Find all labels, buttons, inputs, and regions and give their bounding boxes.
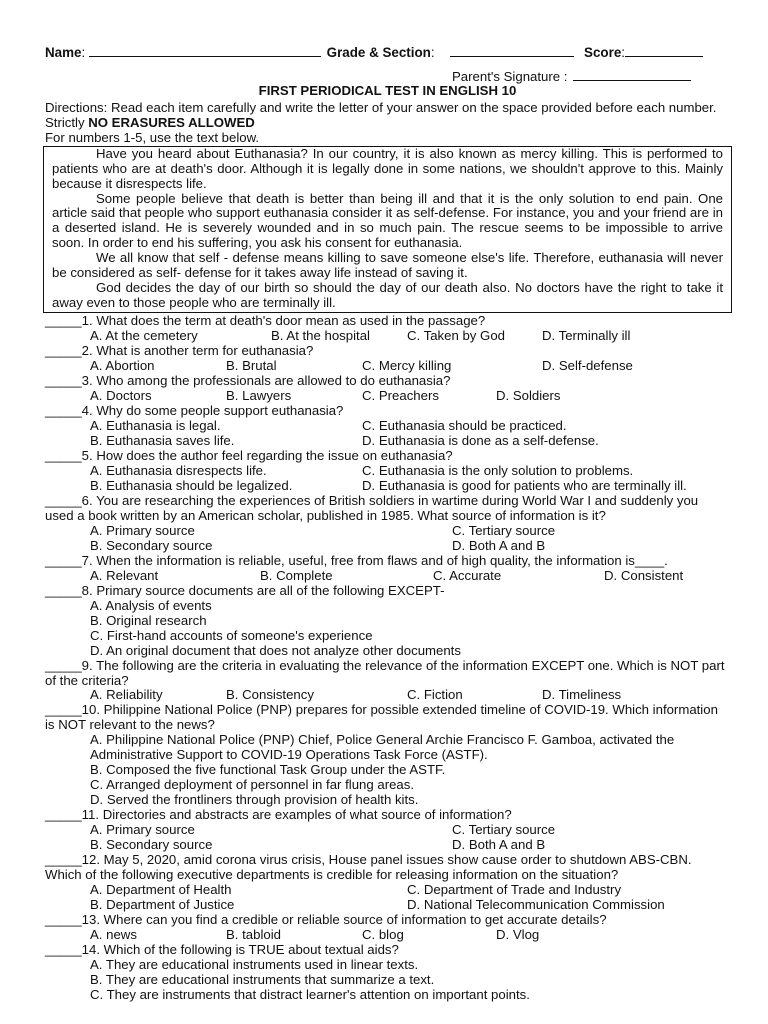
option: D. Euthanasia is done as a self-defense. xyxy=(362,432,599,448)
option: C. Accurate xyxy=(433,567,502,583)
option: B. Secondary source xyxy=(90,537,213,553)
passage-paragraph: We all know that self - defense means killing to save someone else's life. Therefore, euthanasia will never be considered as self- defense for it takes away life instead of saving it. xyxy=(52,250,723,281)
score-blank[interactable] xyxy=(625,44,703,57)
option: B. At the hospital xyxy=(271,327,370,343)
test-paper xyxy=(45,44,730,1003)
option: D. Both A and B xyxy=(452,537,546,553)
option: C. Tertiary source xyxy=(452,822,556,838)
score-label: Score xyxy=(584,45,622,60)
question-5-options xyxy=(45,464,730,479)
option: D. Timeliness xyxy=(542,687,622,703)
question-2: _____2. What is another term for euthanasia? xyxy=(45,342,314,358)
option: A. news xyxy=(90,926,137,942)
option: A. Reliability xyxy=(90,687,163,703)
reading-passage xyxy=(43,146,732,313)
question-11-options xyxy=(45,823,730,838)
option: B. Complete xyxy=(260,567,333,583)
option: D. Served the frontliners through provision of health kits. xyxy=(90,792,419,808)
passage-paragraph: Some people believe that death is better than being ill and that it is the only solution to end pain. One article said that people who support euthanasia consider it as self-defense. For instance, you and your friend are in a deserted island. He is severely wounded and in so much pain. The rescue seems to be impossible to arrive soon. In order to end his suffering, you ask his consent for euthanasia. xyxy=(52,190,723,251)
option: A. Philippine National Police (PNP) Chief, Police General Archie Francisco F. Gamboa, activated the Administrative Support to COVID-19 Operations Task Force (ASTF). xyxy=(90,732,675,763)
option: A. Department of Health xyxy=(90,881,232,897)
option: A. At the cemetery xyxy=(90,327,198,343)
option: A. Abortion xyxy=(90,357,155,373)
question-8: _____8. Primary source documents are all of the following EXCEPT- xyxy=(45,582,445,598)
passage-paragraph: God decides the day of our birth so should the day of our death also. No doctors have the right to take it away even to those people who are terminally ill. xyxy=(52,279,723,310)
question-10: _____10. Philippine National Police (PNP) prepares for possible extended timeline of COVID-19. Which information is NOT relevant to the news? xyxy=(45,702,718,733)
parent-signature-blank[interactable] xyxy=(573,68,691,81)
option: A. Doctors xyxy=(90,387,152,403)
option: C. Preachers xyxy=(362,387,439,403)
question-6-options xyxy=(45,524,730,539)
passage-paragraph: Have you heard about Euthanasia? In our country, it is also known as mercy killing. This is performed to patients who are at death's door. Although it is legally done in some nations, we shouldn't approve to this. Mainly because it disrespects life. xyxy=(52,145,723,191)
option: A. Euthanasia is legal. xyxy=(90,417,221,433)
option: D. Terminally ill xyxy=(542,327,631,343)
option: C. They are instruments that distract learner's attention on important points. xyxy=(90,986,530,1002)
question-13: _____13. Where can you find a credible or reliable source of information to get accurate details? xyxy=(45,911,607,927)
question-14: _____14. Which of the following is TRUE about textual aids? xyxy=(45,941,399,957)
option: B. Euthanasia should be legalized. xyxy=(90,477,293,493)
option: B. They are educational instruments that summarize a text. xyxy=(90,971,435,987)
question-9-options xyxy=(45,688,730,703)
question-3-options xyxy=(45,389,730,404)
parent-signature-row xyxy=(45,62,730,82)
question-5: _____5. How does the author feel regarding the issue on euthanasia? xyxy=(45,447,453,463)
question-1: _____1. What does the term at death's door mean as used in the passage? xyxy=(45,312,486,328)
header-row: Name: Grade & Section: Score: xyxy=(45,44,730,62)
option: A. Analysis of events xyxy=(90,597,212,613)
option: C. Arranged deployment of personnel in far flung areas. xyxy=(90,777,415,793)
option: B. Brutal xyxy=(226,357,277,373)
option: C. Tertiary source xyxy=(452,522,556,538)
option: D. Self-defense xyxy=(542,357,633,373)
option: A. Euthanasia disrespects life. xyxy=(90,462,267,478)
question-12-options-row2 xyxy=(45,898,730,913)
question-13-options xyxy=(45,928,730,943)
question-7: _____7. When the information is reliable, useful, free from flaws and of high quality, the information is____. xyxy=(45,552,668,568)
option: B. Consistency xyxy=(226,687,314,703)
question-2-options xyxy=(45,359,730,374)
directions-emphasis: NO ERASURES ALLOWED xyxy=(88,114,255,130)
option: B. Lawyers xyxy=(226,387,292,403)
directions-text: Directions: Read each item carefully and write the letter of your answer on the space provided before each number. Strictly xyxy=(45,100,717,130)
grade-blank[interactable] xyxy=(450,44,574,57)
question-9: _____9. The following are the criteria in evaluating the relevance of the information EXCEPT one. Which is NOT part of the criteria? xyxy=(45,657,725,688)
parent-signature-label: Parent's Signature : xyxy=(452,69,568,84)
question-4: _____4. Why do some people support euthanasia? xyxy=(45,402,344,418)
question-5-options-row2 xyxy=(45,479,730,494)
option: C. Mercy killing xyxy=(362,357,452,373)
option: B. Department of Justice xyxy=(90,896,235,912)
option: A. Primary source xyxy=(90,522,195,538)
directions xyxy=(45,101,730,131)
option: B. Original research xyxy=(90,612,207,628)
option: D. Both A and B xyxy=(452,837,546,853)
option: A. Relevant xyxy=(90,567,159,583)
question-12: _____12. May 5, 2020, amid corona virus crisis, House panel issues show cause order to shutdown ABS-CBN. Which of the following executive departments is credible for releasing information on the situation? xyxy=(45,852,692,882)
option: C. Fiction xyxy=(407,687,463,703)
name-label: Name xyxy=(45,45,82,60)
option: A. They are educational instruments used in linear texts. xyxy=(90,956,419,972)
grade-label: Grade & Section xyxy=(326,45,431,60)
option: C. blog xyxy=(362,926,404,942)
question-4-options-row2 xyxy=(45,434,730,449)
question-11-options-row2 xyxy=(45,838,730,853)
option: D. An original document that does not analyze other documents xyxy=(90,642,461,658)
option: C. Euthanasia is the only solution to problems. xyxy=(362,462,634,478)
option: B. tabloid xyxy=(226,926,281,942)
question-6-options-row2 xyxy=(45,539,730,554)
option: C. Euthanasia should be practiced. xyxy=(362,417,567,433)
question-3: _____3. Who among the professionals are allowed to do euthanasia? xyxy=(45,372,451,388)
option: B. Secondary source xyxy=(90,837,213,853)
test-title: FIRST PERIODICAL TEST IN ENGLISH 10 xyxy=(258,83,517,98)
option: C. Taken by God xyxy=(407,327,505,343)
option: B. Euthanasia saves life. xyxy=(90,432,235,448)
question-6: _____6. You are researching the experiences of British soldiers in wartime during World War I and suddenly you used a book written by an American scholar, published in 1985. What source of information is it? xyxy=(45,492,699,523)
option: D. National Telecommunication Commission xyxy=(407,896,665,912)
name-blank[interactable] xyxy=(89,44,321,57)
option: A. Primary source xyxy=(90,822,195,838)
option: C. Department of Trade and Industry xyxy=(407,881,622,897)
question-4-options xyxy=(45,419,730,434)
question-11: _____11. Directories and abstracts are examples of what source of information? xyxy=(45,807,512,823)
option: C. First-hand accounts of someone's experience xyxy=(90,627,373,643)
question-12-options xyxy=(45,883,730,898)
option: D. Soldiers xyxy=(496,387,561,403)
option: D. Vlog xyxy=(496,926,540,942)
option: D. Euthanasia is good for patients who are terminally ill. xyxy=(362,477,687,493)
question-7-options xyxy=(45,569,730,584)
option: D. Consistent xyxy=(604,567,684,583)
option: B. Composed the five functional Task Group under the ASTF. xyxy=(90,762,446,778)
question-1-options xyxy=(45,329,730,344)
numbers-note: For numbers 1-5, use the text below. xyxy=(45,129,260,145)
